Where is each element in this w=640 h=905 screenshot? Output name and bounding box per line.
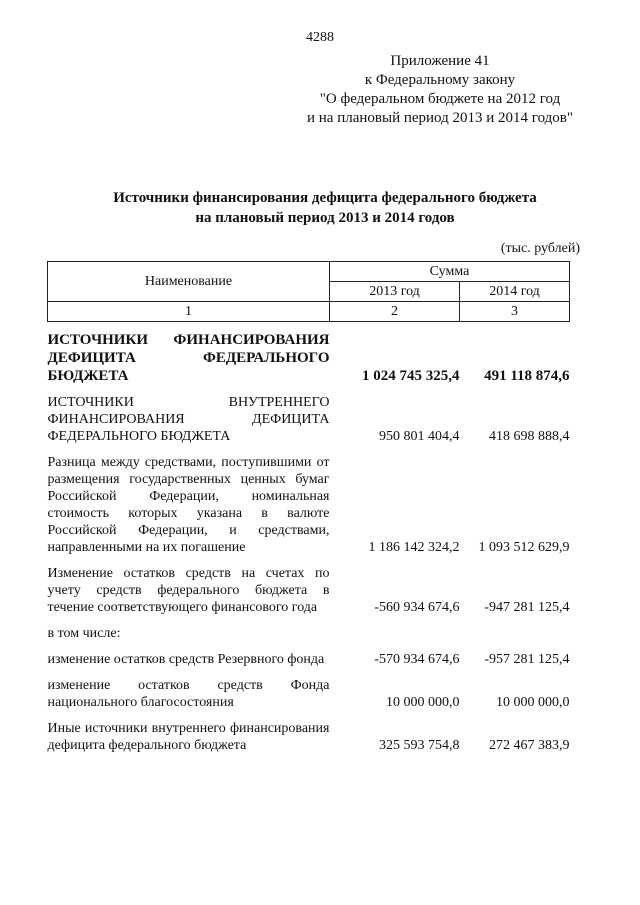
appendix-block <box>260 52 620 128</box>
row-name: ИСТОЧНИКИ ФИНАНСИРОВАНИЯ ДЕФИЦИТА ФЕДЕРАЛЬНОГО БЮДЖЕТА <box>47 332 330 384</box>
table-row <box>48 454 570 556</box>
value-2013: 10 000 000,0 <box>386 695 460 710</box>
appendix-line: к Федеральному закону <box>364 72 516 88</box>
value-2014: -957 281 125,4 <box>484 652 570 667</box>
units-label: (тыс. рублей) <box>500 241 580 256</box>
row-name: Разница между средствами, поступившими от размещения государственных ценных бумаг Российской Федерации, номинальная стоимость которых указана в валюте Российской Федерации, и средствами, направленными на их погашение <box>47 455 330 555</box>
table-row <box>48 331 570 385</box>
row-name: Изменение остатков средств на счетах по учету средств федерального бюджета в течение соответствующего финансового года <box>47 566 330 615</box>
header-2014: 2014 год <box>460 282 570 302</box>
table-row <box>48 394 570 445</box>
table-row <box>48 677 570 711</box>
value-2013: 950 801 404,4 <box>379 429 460 444</box>
header-2013: 2013 год <box>330 282 460 302</box>
value-2014: 491 118 874,6 <box>484 368 570 384</box>
page-number: 4288 <box>306 30 334 45</box>
value-2014: 272 467 383,9 <box>489 738 570 753</box>
appendix-line: и на плановый период 2013 и 2014 годов" <box>307 110 573 126</box>
column-number: 1 <box>48 302 330 322</box>
value-2014: 1 093 512 629,9 <box>478 540 570 555</box>
value-2014: 418 698 888,4 <box>489 429 570 444</box>
table-row <box>48 565 570 616</box>
table-row <box>48 625 570 642</box>
value-2013 <box>330 625 460 642</box>
header-sum: Сумма <box>330 262 570 282</box>
row-name: изменение остатков средств Резервного фонда <box>47 652 325 667</box>
financing-table <box>47 261 570 754</box>
title-line: на плановый период 2013 и 2014 годов <box>195 210 455 226</box>
value-2013: 1 186 142 324,2 <box>368 540 460 555</box>
value-2014: -947 281 125,4 <box>484 600 570 615</box>
title-line: Источники финансирования дефицита федерального бюджета <box>113 190 537 206</box>
appendix-line: "О федеральном бюджете на 2012 год <box>319 91 561 107</box>
appendix-line: Приложение 41 <box>390 53 490 69</box>
value-2014: 10 000 000,0 <box>496 695 570 710</box>
table-row <box>48 720 570 754</box>
document-title <box>60 188 590 228</box>
table-row <box>48 651 570 668</box>
value-2013: 1 024 745 325,4 <box>362 368 460 384</box>
value-2013: 325 593 754,8 <box>379 738 460 753</box>
row-name: Иные источники внутреннего финансирования дефицита федерального бюджета <box>47 721 330 753</box>
row-name: в том числе: <box>47 626 121 641</box>
header-name: Наименование <box>48 262 330 302</box>
value-2013: -570 934 674,6 <box>374 652 460 667</box>
row-name: ИСТОЧНИКИ ВНУТРЕННЕГО ФИНАНСИРОВАНИЯ ДЕФИЦИТА ФЕДЕРАЛЬНОГО БЮДЖЕТА <box>47 395 330 444</box>
value-2014 <box>460 625 570 642</box>
value-2013: -560 934 674,6 <box>374 600 460 615</box>
column-number: 2 <box>330 302 460 322</box>
row-name: изменение остатков средств Фонда национального благосостояния <box>47 678 330 710</box>
column-number: 3 <box>460 302 570 322</box>
